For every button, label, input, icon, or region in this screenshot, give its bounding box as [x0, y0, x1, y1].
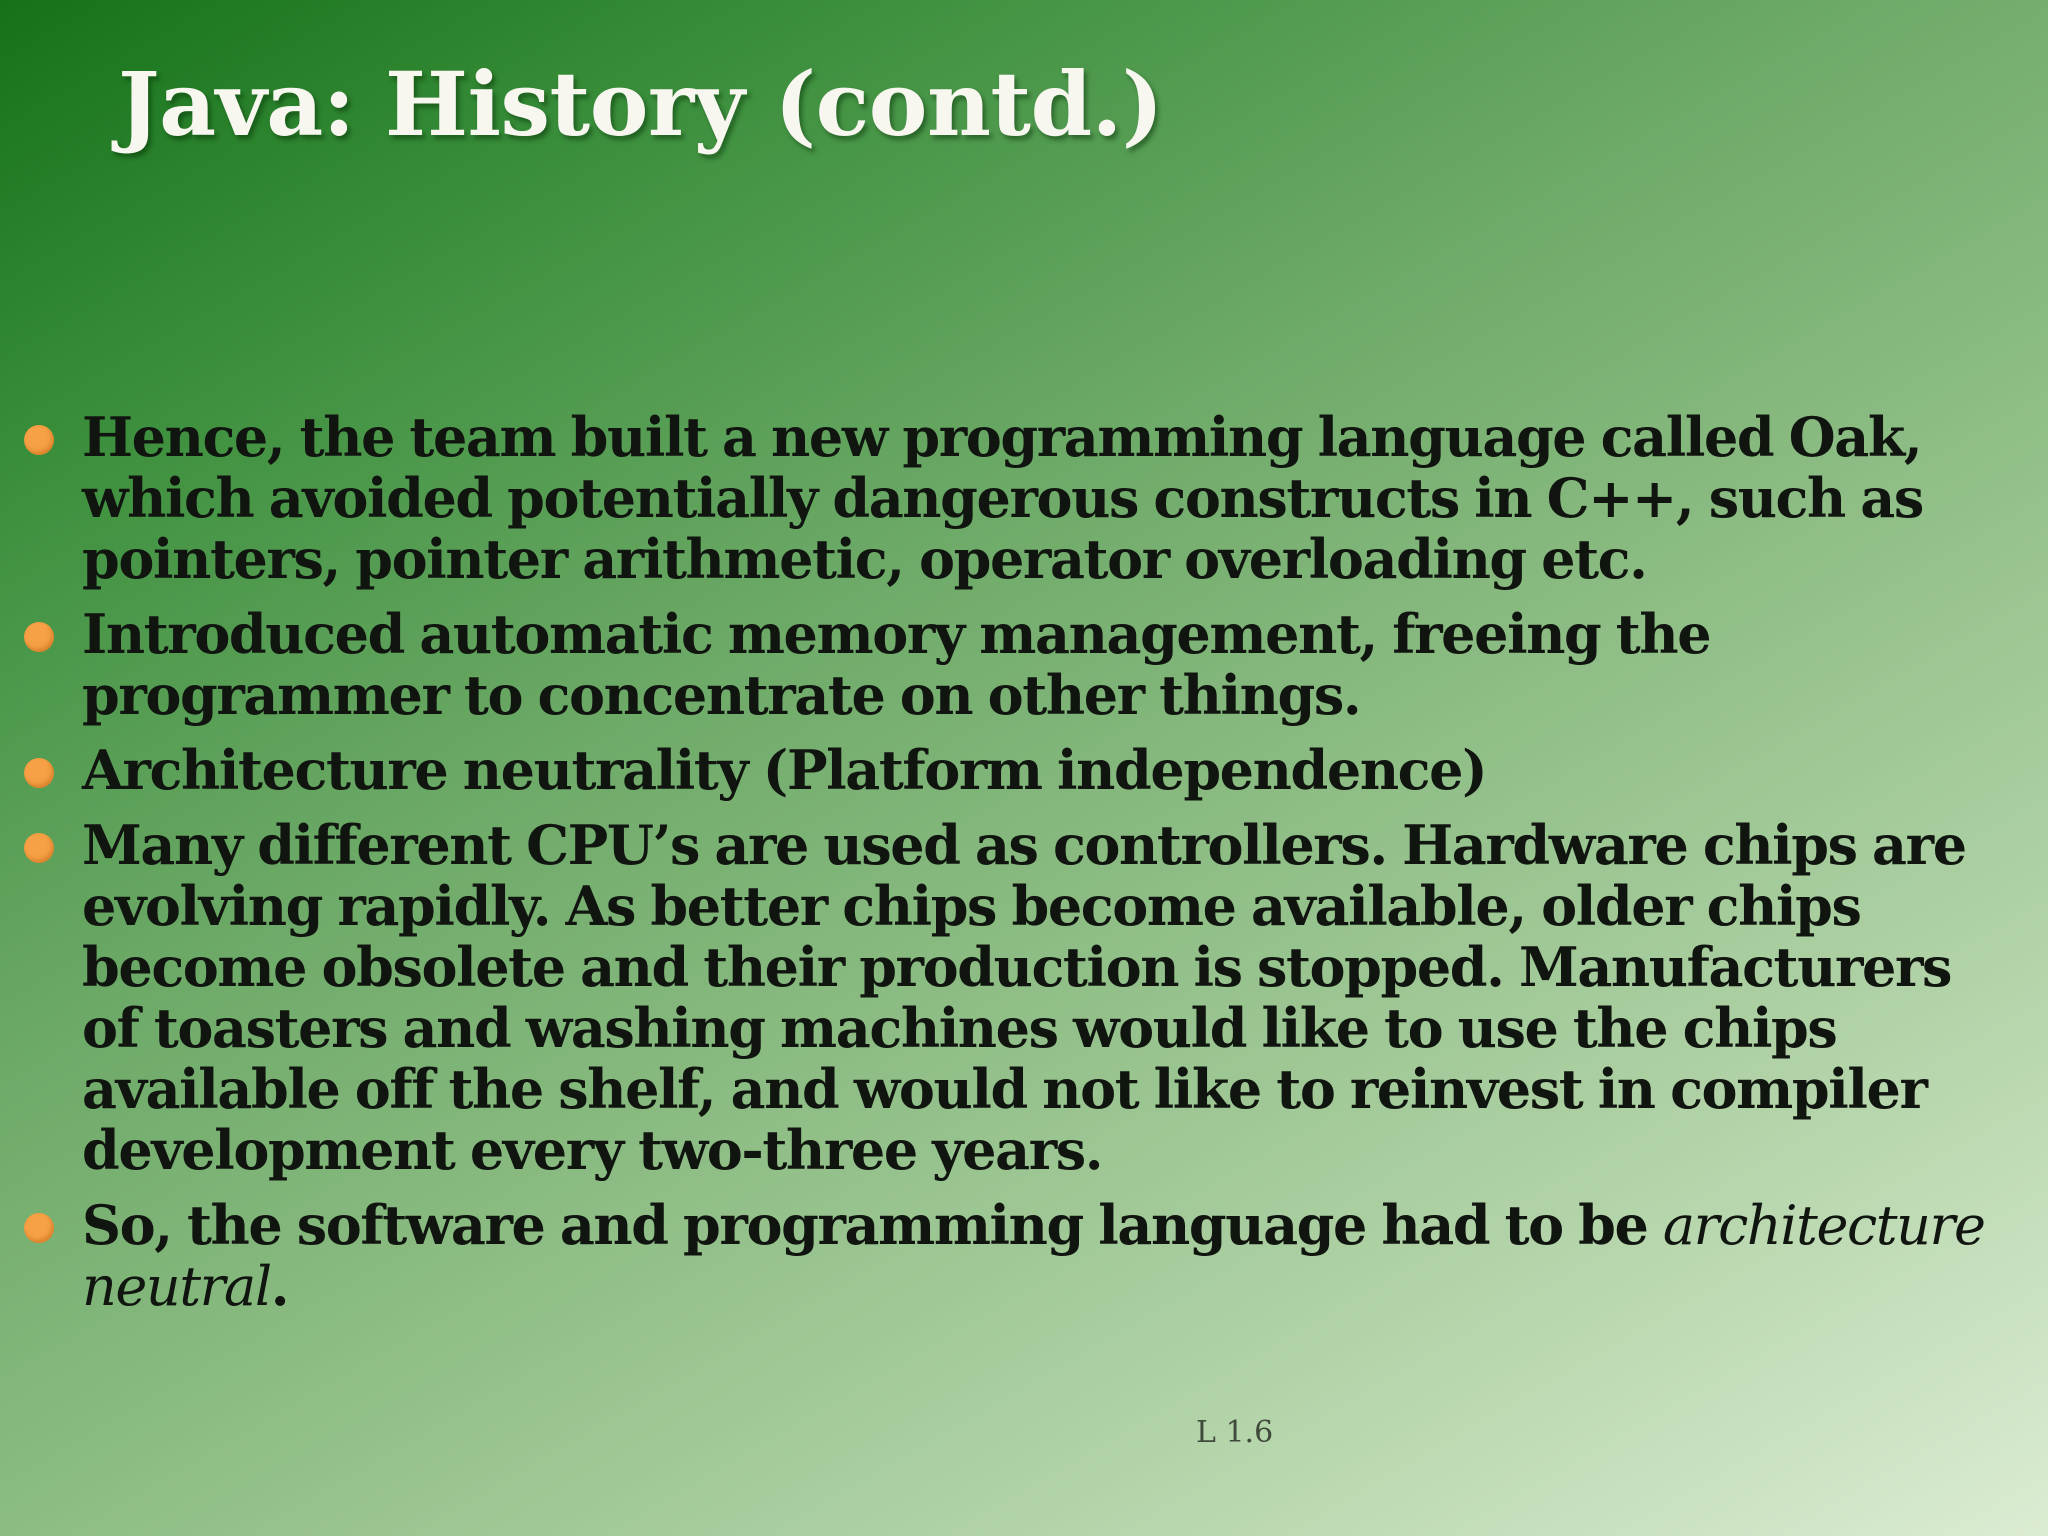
bullet-item-oak [0, 407, 2010, 590]
bullet-text: Architecture neutrality (Platform independence) [82, 738, 1487, 802]
bullet-item-cpu-controllers [0, 815, 2010, 1181]
bullet-text-tail: . [270, 1254, 289, 1318]
bullet-dot-icon [24, 1213, 54, 1243]
bullet-item-architecture-neutral [0, 1195, 2010, 1317]
slide-number: L 1.6 [1196, 1415, 1274, 1450]
bullet-dot-icon [24, 758, 54, 788]
slide-title: Java: History (contd.) [118, 52, 1163, 156]
bullet-text: Many different CPU’s are used as controllers. Hardware chips are evolving rapidly. As better chips become available, older chips become obsolete and their production is stopped. Manufacturers of toasters and washing machines would like to use the chips available off the shelf, and would not like to reinvest in compiler development every two-three years. [82, 813, 1966, 1182]
bullet-item-architecture-neutrality [0, 740, 2010, 801]
bullet-text: Introduced automatic memory management, freeing the programmer to concentrate on other things. [82, 602, 1711, 727]
bullet-dot-icon [24, 622, 54, 652]
bullet-dot-icon [24, 833, 54, 863]
bullet-text-lead: So, the software and programming language had to be [82, 1193, 1663, 1257]
bullet-list [0, 407, 2010, 1331]
bullet-text [82, 1193, 1985, 1318]
bullet-text: Hence, the team built a new programming language called Oak, which avoided potentially dangerous constructs in C++, such as pointers, pointer arithmetic, operator overloading etc. [82, 405, 1923, 591]
bullet-text-emphasis: architecture neutral [82, 1194, 1985, 1318]
bullet-item-memory-management [0, 604, 2010, 726]
bullet-dot-icon [24, 425, 54, 455]
